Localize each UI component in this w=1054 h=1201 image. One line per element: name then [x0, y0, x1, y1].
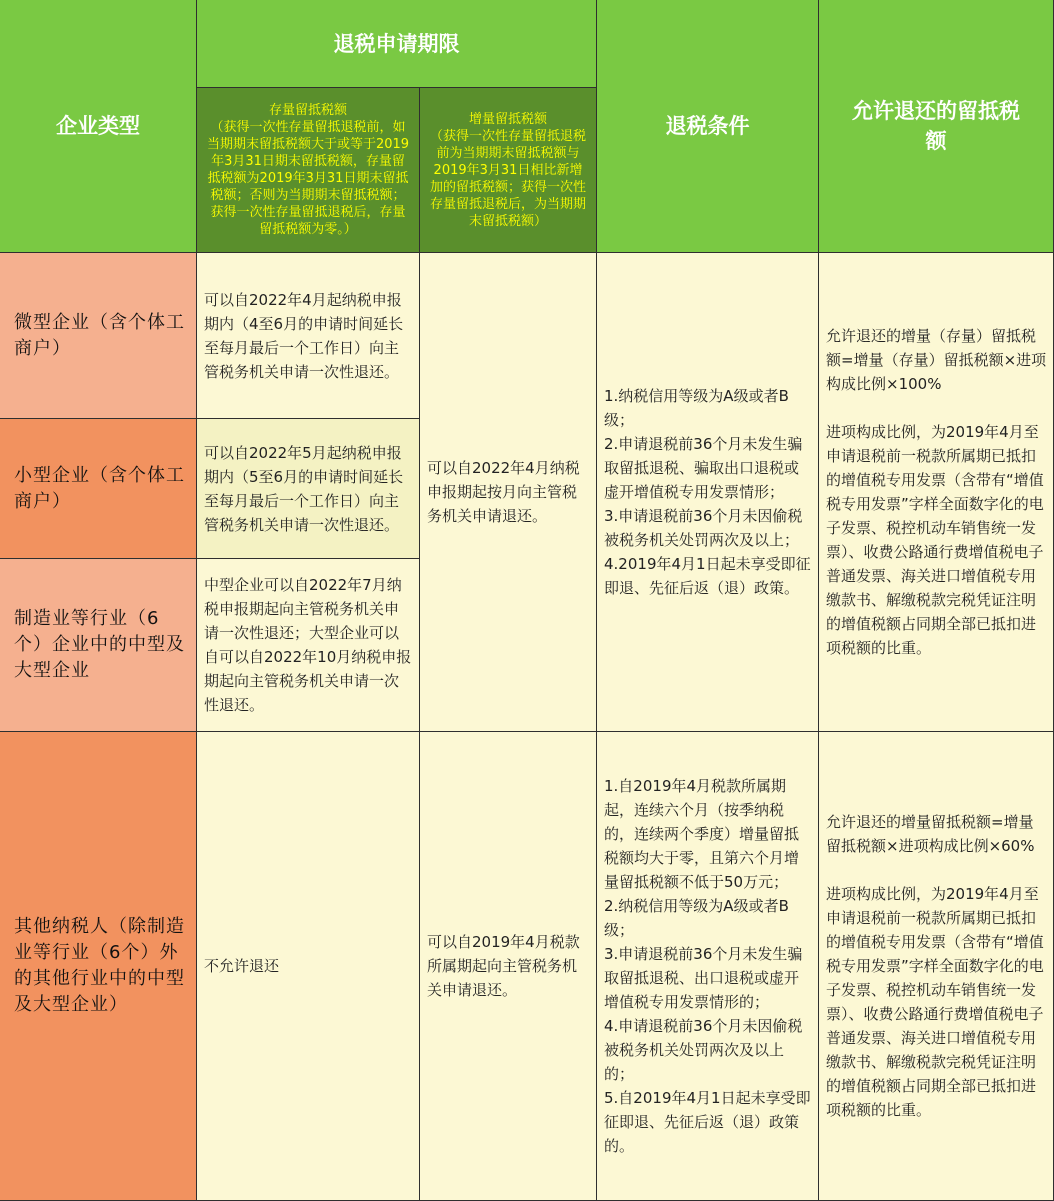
row-other-conditions: 1.自2019年4月税款所属期起，连续六个月（按季纳税的，连续两个季度）增量留抵税额均大于零，且第六个月增量留抵税额不低于50万元； 2.纳税信用等级为A级或者B级； 3.申请退税前36个月未发生骗取留抵退税、出口退税或虚开增值税专用发票情形的； 4.申请退税前36个月未因偷税被税务机关处罚两次及以上的； 5.自2019年4月1日起未享受即征即退、先征后返（退）政策的。	[597, 732, 819, 1201]
group1-conditions: 1.纳税信用等级为A级或者B级； 2.申请退税前36个月未发生骗取留抵退税、骗取出口退税或虚开增值税专用发票情形； 3.申请退税前36个月未因偷税被税务机关处罚两次及以上； 4.2019年4月1日起未享受即征即退、先征后返（退）政策。	[597, 253, 819, 732]
header-conditions: 退税条件	[597, 0, 819, 253]
header-allowed-amount: 允许退还的留抵税额	[819, 0, 1054, 253]
header-incremental-credit: 增量留抵税额 （获得一次性存量留抵退税前为当期期末留抵税额与2019年3月31日相比新增加的留抵税额；获得一次性存量留抵退税后，为当期期末留抵税额）	[420, 88, 597, 253]
row-mfg-stock: 中型企业可以自2022年7月纳税申报期起向主管税务机关申请一次性退还；大型企业可以自可以自2022年10月纳税申报期起向主管税务机关申请一次性退还。	[197, 559, 420, 732]
group1-allowed-amount: 允许退还的增量（存量）留抵税额=增量（存量）留抵税额×进项构成比例×100% 进项构成比例，为2019年4月至申请退税前一税款所属期已抵扣的增值税专用发票（含带有“增值税专用发票”字样全面数字化的电子发票、税控机动车销售统一发票）、收费公路通行费增值税电子普通发票、海关进口增值税专用缴款书、解缴税款完税凭证注明的增值税额占同期全部已抵扣进项税额的比重。	[819, 253, 1054, 732]
row-small-type: 小型企业（含个体工商户）	[0, 419, 197, 559]
header-refund-period: 退税申请期限	[197, 0, 597, 88]
group1-incremental: 可以自2022年4月纳税申报期起按月向主管税务机关申请退还。	[420, 253, 597, 732]
row-other-stock: 不允许退还	[197, 732, 420, 1201]
header-stock-credit: 存量留抵税额 （获得一次性存量留抵退税前，如当期期末留抵税额大于或等于2019年3月31日期末留抵税额，存量留抵税额为2019年3月31日期末留抵税额；否则为当期期末留抵税额；获得一次性存量留抵退税后，存量留抵税额为零。）	[197, 88, 420, 253]
row-other-allowed-amount: 允许退还的增量留抵税额=增量留抵税额×进项构成比例×60% 进项构成比例，为2019年4月至申请退税前一税款所属期已抵扣的增值税专用发票（含带有“增值税专用发票”字样全面数字化的电子发票、税控机动车销售统一发票）、收费公路通行费增值税电子普通发票、海关进口增值税专用缴款书、解缴税款完税凭证注明的增值税额占同期全部已抵扣进项税额的比重。	[819, 732, 1054, 1201]
row-micro-type: 微型企业（含个体工商户）	[0, 253, 197, 419]
row-other-incremental: 可以自2019年4月税款所属期起向主管税务机关申请退还。	[420, 732, 597, 1201]
row-micro-stock: 可以自2022年4月起纳税申报期内（4至6月的申请时间延长至每月最后一个工作日）向主管税务机关申请一次性退还。	[197, 253, 420, 419]
row-mfg-type: 制造业等行业（6个）企业中的中型及大型企业	[0, 559, 197, 732]
header-enterprise-type: 企业类型	[0, 0, 197, 253]
row-other-type: 其他纳税人（除制造业等行业（6个）外的其他行业中的中型及大型企业）	[0, 732, 197, 1201]
row-small-stock: 可以自2022年5月起纳税申报期内（5至6月的申请时间延长至每月最后一个工作日）向主管税务机关申请一次性退还。	[197, 419, 420, 559]
